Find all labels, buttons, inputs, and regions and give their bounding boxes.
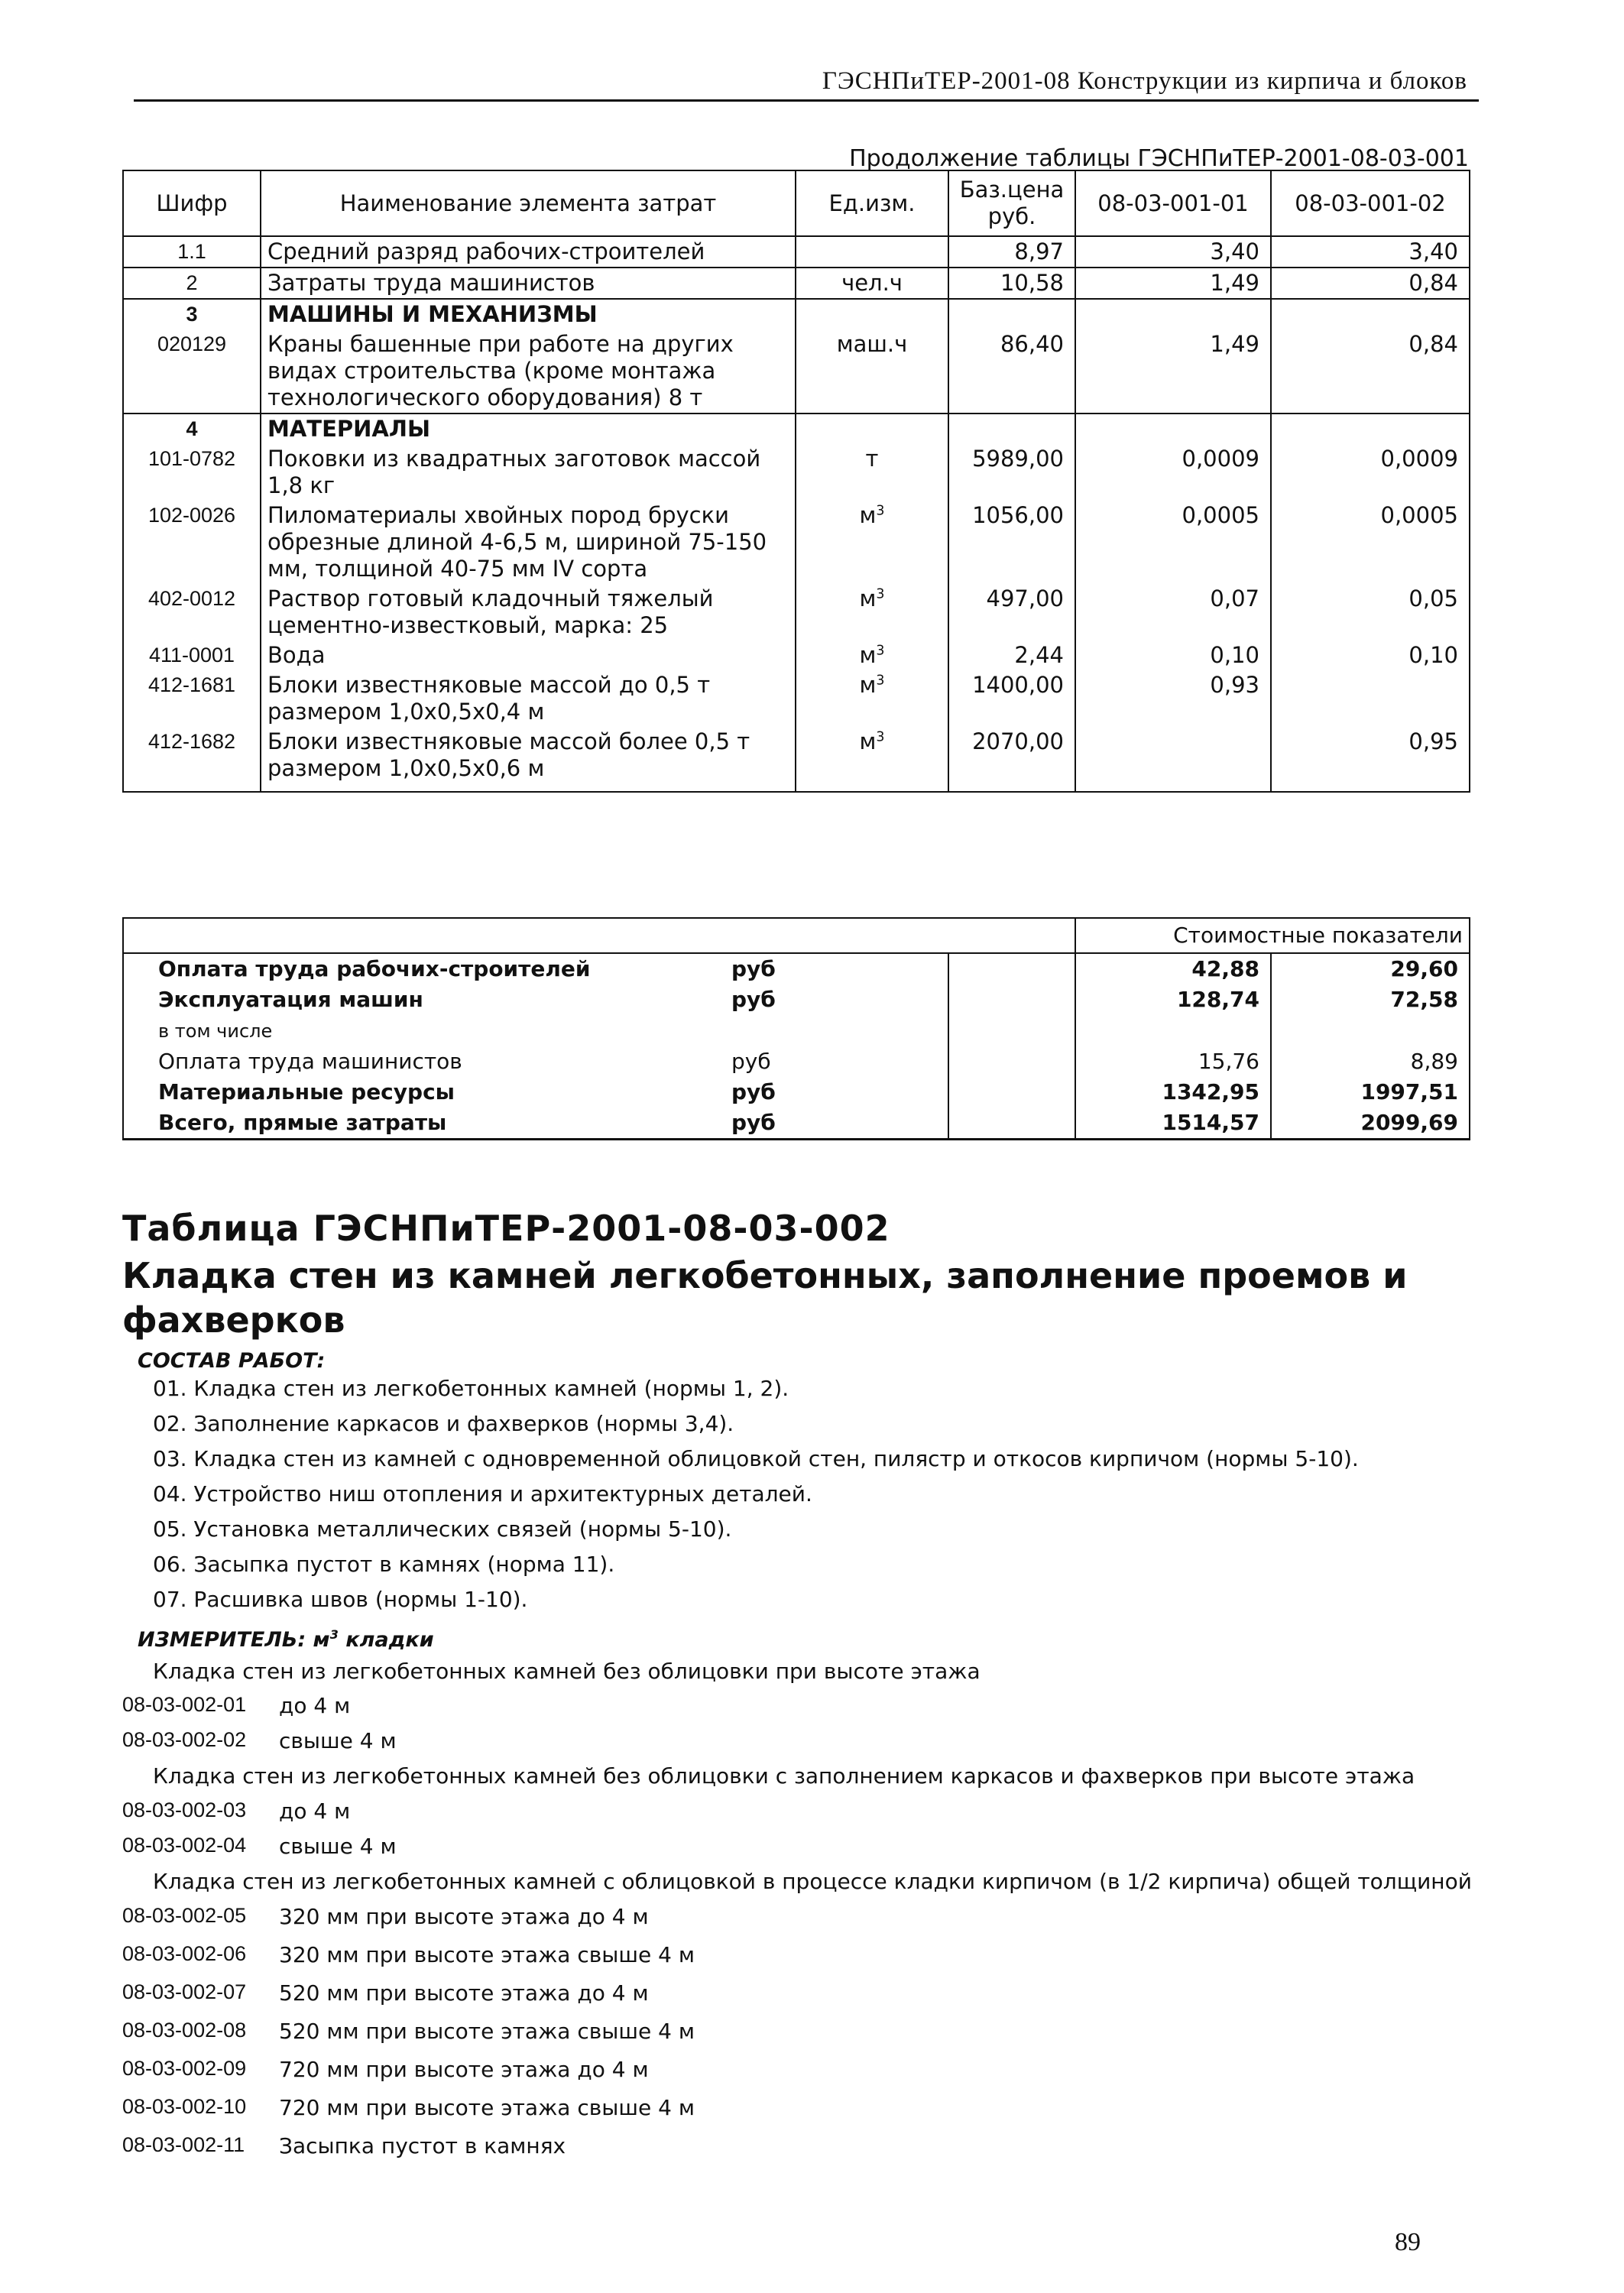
norm-text: до 4 м (279, 1798, 351, 1824)
cell-value-2: 0,0005 (1271, 501, 1470, 584)
cell-price: 2070,00 (948, 727, 1075, 792)
cell-unit: $м^3$ (796, 727, 948, 792)
norm-text: 720 мм при высоте этажа свыше 4 м (279, 2095, 695, 2120)
table-row (123, 329, 1470, 414)
totals-label-text: Материальные ресурсы (158, 1079, 455, 1104)
cell-price: 497,00 (948, 584, 1075, 641)
cell-code: 412-1682 (123, 727, 261, 792)
cell-unit: $м^3$ (796, 501, 948, 584)
totals-value-2: 2099,69 (1271, 1108, 1470, 1140)
totals-label (123, 984, 948, 1015)
cell-code: 020129 (123, 329, 261, 414)
table-row (123, 584, 1470, 641)
cell-value-1: 0,10 (1075, 641, 1271, 670)
cell-name: Поковки из квадратных заготовок массой 1,8 кг (261, 444, 796, 501)
cell-code: 4 (123, 414, 261, 444)
cell-name: Раствор готовый кладочный тяжелый цементно-известковый, марка: 25 (261, 584, 796, 641)
cell-name: МАТЕРИАЛЫ (261, 414, 796, 444)
cell-name: Краны башенные при работе на других видах строительства (кроме монтажа технологического оборудования) 8 т (261, 329, 796, 414)
totals-label (123, 1046, 948, 1077)
norm-text: 720 мм при высоте этажа до 4 м (279, 2057, 649, 2082)
cell-price: 2,44 (948, 641, 1075, 670)
cell-code: 3 (123, 299, 261, 329)
header-spacer (123, 918, 1075, 953)
table-row (123, 727, 1470, 792)
totals-empty (948, 953, 1075, 984)
table-header-row (123, 170, 1470, 236)
cost-table (122, 170, 1470, 793)
cost-indicators-table (122, 917, 1470, 1140)
cell-unit (796, 236, 948, 268)
work-item: 06. Засыпка пустот в камнях (норма 11). (153, 1552, 615, 1577)
table-section-row (123, 299, 1470, 329)
work-item: 02. Заполнение каркасов и фахверков (нормы 3,4). (153, 1411, 734, 1436)
totals-empty (948, 1108, 1075, 1140)
cell-value-2 (1271, 670, 1470, 727)
cell-value-2: 3,40 (1271, 236, 1470, 268)
header-rule (134, 99, 1479, 102)
cell-name: Средний разряд рабочих-строителей (261, 236, 796, 268)
cell-value-1: 1,49 (1075, 329, 1271, 414)
norm-code: 08-03-002-01 (122, 1693, 247, 1716)
col-header-norm-1: 08-03-001-01 (1075, 170, 1271, 236)
totals-value-2: 72,58 (1271, 984, 1470, 1015)
totals-unit: руб (731, 987, 776, 1012)
cell-unit: $м^3$ (796, 641, 948, 670)
cell-code: 2 (123, 268, 261, 299)
totals-row (123, 1046, 1470, 1077)
table-row (123, 641, 1470, 670)
cell-value-1: 1,49 (1075, 268, 1271, 299)
totals-value-2: 1997,51 (1271, 1077, 1470, 1108)
cell-value-2: 0,0009 (1271, 444, 1470, 501)
meter-unit: кладки (338, 1628, 434, 1652)
meter-label (138, 1628, 434, 1652)
cell-name: Вода (261, 641, 796, 670)
cell-value-1: 0,93 (1075, 670, 1271, 727)
meter-superscript: 3 (329, 1627, 339, 1642)
totals-label-text: Всего, прямые затраты (158, 1110, 447, 1135)
table-row (123, 236, 1470, 268)
totals-value-1 (1075, 1015, 1271, 1046)
cell-value-1 (1075, 299, 1271, 329)
table-row (123, 670, 1470, 727)
norm-text: до 4 м (279, 1693, 351, 1718)
cell-price: 10,58 (948, 268, 1075, 299)
cell-name: Блоки известняковые массой до 0,5 т размером 1,0х0,5х0,4 м (261, 670, 796, 727)
table-section-row (123, 414, 1470, 444)
cell-value-2: 0,10 (1271, 641, 1470, 670)
running-header: ГЭСНПиТЕР-2001-08 Конструкции из кирпича и блоков (822, 67, 1467, 95)
work-item: 07. Расшивка швов (нормы 1-10). (153, 1587, 528, 1612)
totals-unit: руб (731, 1049, 771, 1074)
norm-code: 08-03-002-05 (122, 1904, 247, 1927)
work-item: 01. Кладка стен из легкобетонных камней (нормы 1, 2). (153, 1376, 789, 1401)
norm-code: 08-03-002-11 (122, 2133, 245, 2156)
cell-code: 101-0782 (123, 444, 261, 501)
totals-value-1: 128,74 (1075, 984, 1271, 1015)
cell-value-2: 0,95 (1271, 727, 1470, 792)
cell-code: 411-0001 (123, 641, 261, 670)
cell-value-1 (1075, 414, 1271, 444)
totals-row (123, 953, 1470, 984)
totals-value-1: 1514,57 (1075, 1108, 1271, 1140)
totals-value-2: 8,89 (1271, 1046, 1470, 1077)
cell-name: Блоки известняковые массой более 0,5 т размером 1,0х0,5х0,6 м (261, 727, 796, 792)
cell-code: 1.1 (123, 236, 261, 268)
cost-indicators-heading: Стоимостные показатели (1075, 918, 1470, 953)
totals-label (123, 1108, 948, 1140)
totals-unit: руб (731, 956, 776, 981)
cell-unit: $м^3$ (796, 584, 948, 641)
cell-price: 5989,00 (948, 444, 1075, 501)
totals-label (123, 1077, 948, 1108)
totals-value-2 (1271, 1015, 1470, 1046)
cell-value-2: 0,84 (1271, 329, 1470, 414)
norm-group-heading: Кладка стен из легкобетонных камней без облицовки при высоте этажа (153, 1659, 981, 1684)
norm-group-heading: Кладка стен из легкобетонных камней без облицовки с заполнением каркасов и фахверков при высоте этажа (153, 1763, 1415, 1789)
col-header-norm-2: 08-03-001-02 (1271, 170, 1470, 236)
totals-label-text: в том числе (158, 1020, 273, 1042)
work-item: 04. Устройство ниш отопления и архитектурных деталей. (153, 1481, 812, 1507)
totals-row (123, 1077, 1470, 1108)
totals-row (123, 1108, 1470, 1140)
totals-label-text: Оплата труда рабочих-строителей (158, 956, 591, 981)
norm-code: 08-03-002-07 (122, 1980, 247, 2003)
cell-name: МАШИНЫ И МЕХАНИЗМЫ (261, 299, 796, 329)
totals-value-1: 42,88 (1075, 953, 1271, 984)
col-header-name: Наименование элемента затрат (261, 170, 796, 236)
norm-code: 08-03-002-02 (122, 1728, 247, 1751)
cell-unit (796, 414, 948, 444)
cell-name: Затраты труда машинистов (261, 268, 796, 299)
totals-empty (948, 1046, 1075, 1077)
cell-value-2 (1271, 414, 1470, 444)
totals-unit: руб (731, 1079, 776, 1104)
page-number: 89 (1395, 2228, 1421, 2256)
cell-name: Пиломатериалы хвойных пород бруски обрезные длиной 4-6,5 м, шириной 75-150 мм, толщиной 40-75 мм IV сорта (261, 501, 796, 584)
totals-empty (948, 984, 1075, 1015)
norm-code: 08-03-002-09 (122, 2057, 247, 2080)
table-row (123, 501, 1470, 584)
meter-label-text: ИЗМЕРИТЕЛЬ: м (138, 1628, 330, 1652)
cell-price (948, 414, 1075, 444)
cell-price (948, 299, 1075, 329)
totals-label (123, 953, 948, 984)
norm-text: 320 мм при высоте этажа до 4 м (279, 1904, 649, 1929)
table-row (123, 444, 1470, 501)
cell-price: 1400,00 (948, 670, 1075, 727)
totals-row (123, 984, 1470, 1015)
table-continuation-label: Продолжение таблицы ГЭСНПиТЕР-2001-08-03-001 (849, 145, 1469, 172)
totals-value-1: 1342,95 (1075, 1077, 1271, 1108)
totals-label (123, 1015, 948, 1046)
col-header-unit: Ед.изм. (796, 170, 948, 236)
norm-text: 320 мм при высоте этажа свыше 4 м (279, 1942, 695, 1967)
cell-unit: $м^3$ (796, 670, 948, 727)
table-row (123, 268, 1470, 299)
cell-code: 412-1681 (123, 670, 261, 727)
cell-unit (796, 299, 948, 329)
cell-price: 86,40 (948, 329, 1075, 414)
totals-unit: руб (731, 1110, 776, 1135)
cell-value-1: 0,0009 (1075, 444, 1271, 501)
cell-value-2 (1271, 299, 1470, 329)
cell-value-1 (1075, 727, 1271, 792)
norm-text: 520 мм при высоте этажа свыше 4 м (279, 2019, 695, 2044)
cell-value-1: 0,0005 (1075, 501, 1271, 584)
cell-value-2: 0,84 (1271, 268, 1470, 299)
norm-code: 08-03-002-03 (122, 1798, 247, 1821)
totals-label-text: Эксплуатация машин (158, 987, 423, 1012)
norm-code: 08-03-002-04 (122, 1834, 247, 1857)
table-title: Таблица ГЭСНПиТЕР-2001-08-03-002 (122, 1208, 890, 1249)
cell-price: 8,97 (948, 236, 1075, 268)
cell-value-2: 0,05 (1271, 584, 1470, 641)
col-header-price: Баз.цена руб. (948, 170, 1075, 236)
work-composition-heading: СОСТАВ РАБОТ: (138, 1349, 326, 1373)
cell-price: 1056,00 (948, 501, 1075, 584)
cell-code: 402-0012 (123, 584, 261, 641)
totals-empty (948, 1077, 1075, 1108)
norm-text: 520 мм при высоте этажа до 4 м (279, 1980, 649, 2006)
cell-code: 102-0026 (123, 501, 261, 584)
totals-empty (948, 1015, 1075, 1046)
norm-code: 08-03-002-06 (122, 1942, 247, 1965)
cell-value-1: 3,40 (1075, 236, 1271, 268)
cell-value-1: 0,07 (1075, 584, 1271, 641)
norm-code: 08-03-002-10 (122, 2095, 247, 2118)
totals-label-text: Оплата труда машинистов (158, 1049, 462, 1074)
table-subtitle: Кладка стен из камней легкобетонных, заполнение проемов и фахверков (122, 1255, 1408, 1341)
col-header-code: Шифр (123, 170, 261, 236)
norm-code: 08-03-002-08 (122, 2019, 247, 2042)
norm-text: Засыпка пустот в камнях (279, 2133, 566, 2158)
cell-unit: т (796, 444, 948, 501)
work-item: 05. Установка металлических связей (нормы 5-10). (153, 1516, 732, 1542)
cell-unit: чел.ч (796, 268, 948, 299)
work-item: 03. Кладка стен из камней с одновременной облицовкой стен, пилястр и откосов кирпичом (нормы 5-10). (153, 1446, 1359, 1471)
norm-group-heading: Кладка стен из легкобетонных камней с облицовкой в процессе кладки кирпичом (в 1/2 кирпича) общей толщиной (153, 1869, 1472, 1894)
totals-row (123, 1015, 1470, 1046)
totals-value-2: 29,60 (1271, 953, 1470, 984)
norm-text: свыше 4 м (279, 1834, 397, 1859)
totals-value-1: 15,76 (1075, 1046, 1271, 1077)
cell-unit: маш.ч (796, 329, 948, 414)
norm-text: свыше 4 м (279, 1728, 397, 1753)
cost-indicators-header (123, 918, 1470, 953)
